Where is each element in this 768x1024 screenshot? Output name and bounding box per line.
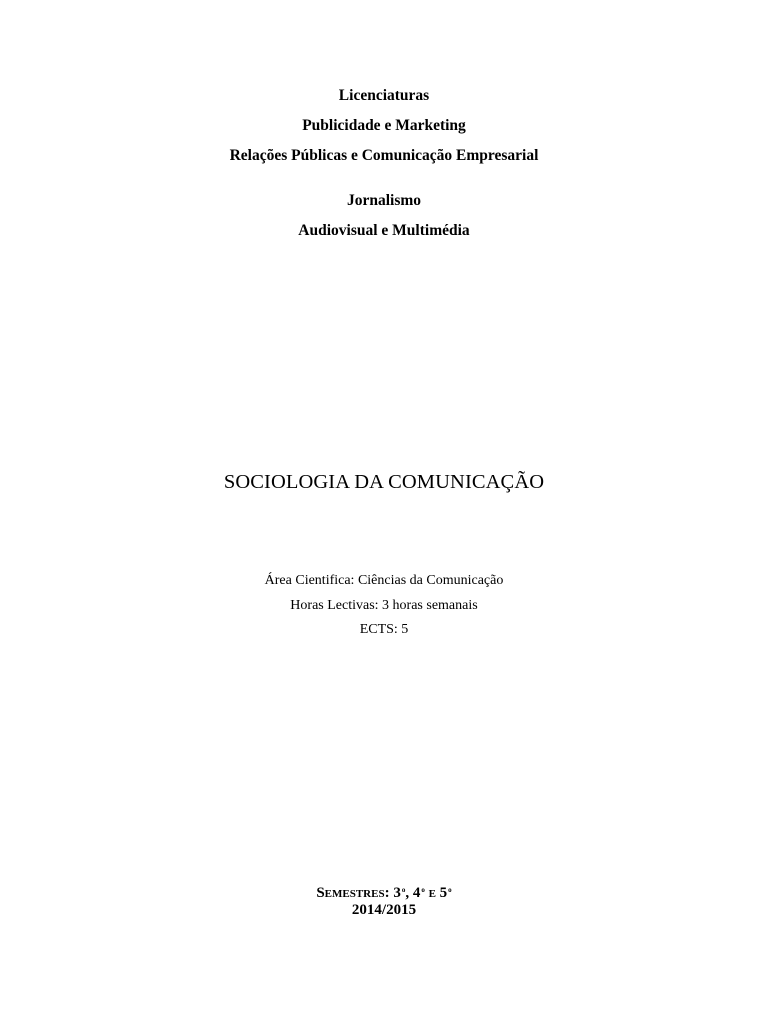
semester-5: 5 — [439, 885, 448, 901]
ordinal-indicator: o — [448, 886, 452, 894]
info-area: Área Cientifica: Ciências da Comunicação — [264, 573, 504, 588]
info-hours: Horas Lectivas: 3 horas semanais — [290, 598, 478, 613]
semesters-label: Semestres: — [316, 885, 390, 901]
course-item-relacoes-publicas: Relações Públicas e Comunicação Empresarial — [229, 147, 539, 164]
ordinal-indicator: o — [421, 886, 425, 894]
ordinal-indicator: o — [401, 886, 406, 894]
course-heading: Licenciaturas — [338, 87, 430, 104]
conjunction: e — [428, 885, 436, 901]
semester-4: 4 — [412, 885, 421, 901]
course-item-audiovisual: Audiovisual e Multimédia — [298, 222, 470, 239]
document-title: SOCIOLOGIA DA COMUNICAÇÃO — [223, 471, 545, 493]
course-item-publicidade: Publicidade e Marketing — [302, 117, 466, 134]
separator-comma: , — [405, 885, 410, 901]
semester-3: 3 — [393, 885, 401, 901]
academic-year: 2014/2015 — [351, 902, 417, 918]
course-item-jornalismo: Jornalismo — [346, 192, 422, 209]
info-ects: ECTS: 5 — [359, 622, 409, 637]
